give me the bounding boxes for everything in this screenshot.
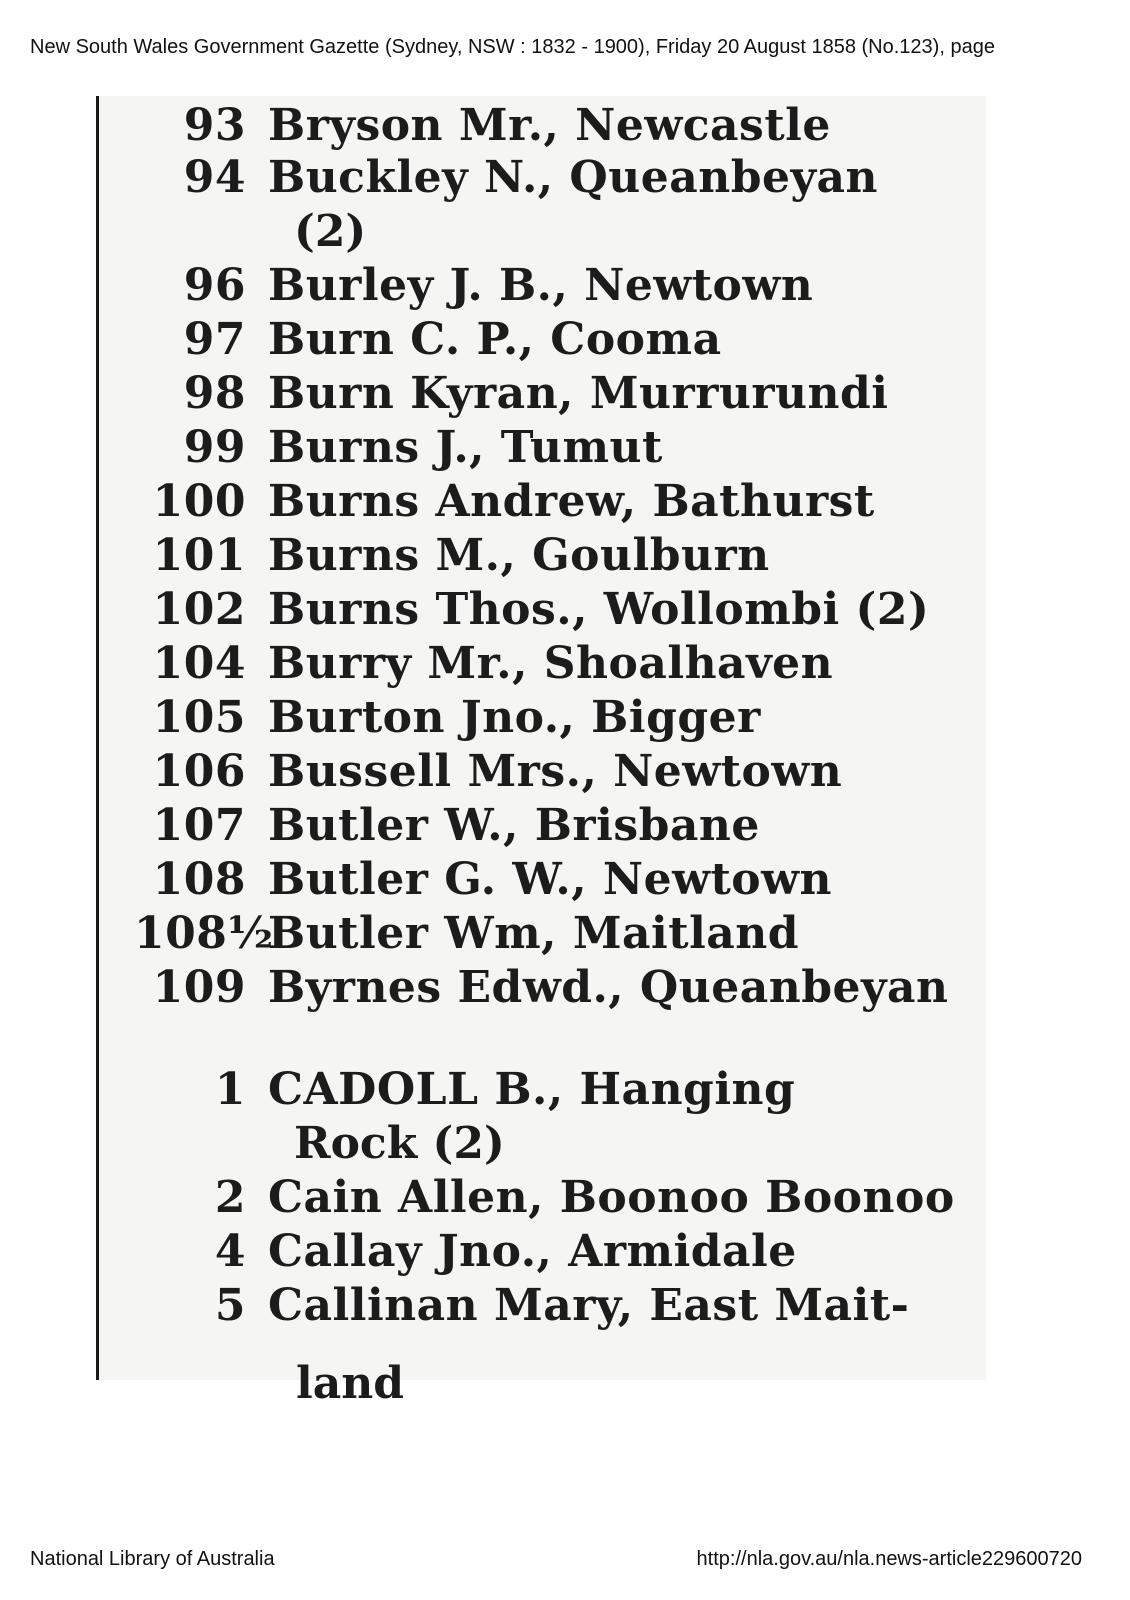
list-entry	[134, 152, 878, 203]
list-entry	[134, 100, 831, 151]
entry-text: Burry Mr., Shoalhaven	[268, 638, 834, 689]
entry-number: 99	[183, 422, 246, 473]
entry-number: 102	[152, 584, 246, 635]
entry-continuation: Rock (2)	[294, 1118, 505, 1169]
entry-text: Bryson Mr., Newcastle	[268, 100, 831, 151]
entry-number: 107	[152, 800, 246, 851]
list-entry	[134, 1280, 909, 1331]
entry-text: Butler W., Brisbane	[268, 800, 760, 851]
entry-text: Butler Wm, Maitland	[268, 908, 800, 959]
entry-number: 2	[214, 1172, 246, 1223]
entry-text: Byrnes Edwd., Queanbeyan	[268, 962, 949, 1013]
column-rule	[96, 96, 99, 1380]
entry-text: Burns Andrew, Bathurst	[268, 476, 875, 527]
entry-text: Burley J. B., Newtown	[268, 260, 814, 311]
entry-number: 100	[152, 476, 246, 527]
entry-continuation: (2)	[294, 206, 367, 257]
page-header-title: New South Wales Government Gazette (Sydney, NSW : 1832 - 1900), Friday 20 August 1858 (No.123), page	[30, 36, 995, 58]
entry-text: Buckley N., Queanbeyan	[268, 152, 879, 203]
list-entry	[134, 530, 770, 581]
list-entry	[134, 854, 832, 905]
entry-number: 108½	[134, 908, 274, 959]
entry-text: Burton Jno., Bigger	[268, 692, 761, 743]
entry-text: Cain Allen, Boonoo Boonoo	[268, 1172, 955, 1223]
list-entry	[134, 368, 889, 419]
entry-number: 105	[152, 692, 246, 743]
entry-number: 104	[152, 638, 246, 689]
entry-text: Burn Kyran, Murrurundi	[268, 368, 889, 419]
entry-number: 96	[183, 260, 246, 311]
list-entry	[134, 260, 813, 311]
list-entry	[134, 584, 929, 635]
entry-text: Bussell Mrs., Newtown	[268, 746, 843, 797]
entry-text: Callinan Mary, East Mait-	[268, 1280, 910, 1331]
footer-source: National Library of Australia	[30, 1548, 275, 1570]
list-entry	[134, 908, 799, 959]
list-entry	[134, 638, 833, 689]
entry-number: 97	[183, 314, 246, 365]
entry-number: 4	[214, 1226, 246, 1277]
list-entry	[134, 692, 761, 743]
entry-continuation: land	[296, 1358, 404, 1409]
entry-text: Butler G. W., Newtown	[268, 854, 833, 905]
entry-number: 101	[152, 530, 246, 581]
footer-url[interactable]: http://nla.gov.au/nla.news-article229600720	[696, 1548, 1082, 1570]
entry-number: 108	[152, 854, 246, 905]
entry-text: Callay Jno., Armidale	[268, 1226, 797, 1277]
entry-number: 94	[183, 152, 246, 203]
entry-text: Burns M., Goulburn	[268, 530, 770, 581]
list-entry	[134, 800, 760, 851]
entry-text: Burns J., Tumut	[268, 422, 663, 473]
list-entry	[134, 1172, 955, 1223]
list-entry	[134, 422, 663, 473]
entry-text: Burn C. P., Cooma	[268, 314, 722, 365]
entry-text: CADOLL B., Hanging	[268, 1064, 796, 1115]
list-entry	[134, 1064, 795, 1115]
list-entry	[134, 962, 949, 1013]
entry-number: 109	[152, 962, 246, 1013]
list-entry	[134, 746, 842, 797]
list-entry	[134, 1226, 797, 1277]
list-entry	[134, 314, 722, 365]
entry-text: Burns Thos., Wollombi (2)	[268, 584, 930, 635]
entry-number: 98	[183, 368, 246, 419]
list-entry	[134, 476, 875, 527]
entry-number: 106	[152, 746, 246, 797]
entry-number: 1	[214, 1064, 246, 1115]
truncated-line	[296, 1358, 404, 1409]
entry-number: 93	[183, 100, 246, 151]
newspaper-clipping	[96, 96, 986, 1409]
entry-number: 5	[214, 1280, 246, 1331]
